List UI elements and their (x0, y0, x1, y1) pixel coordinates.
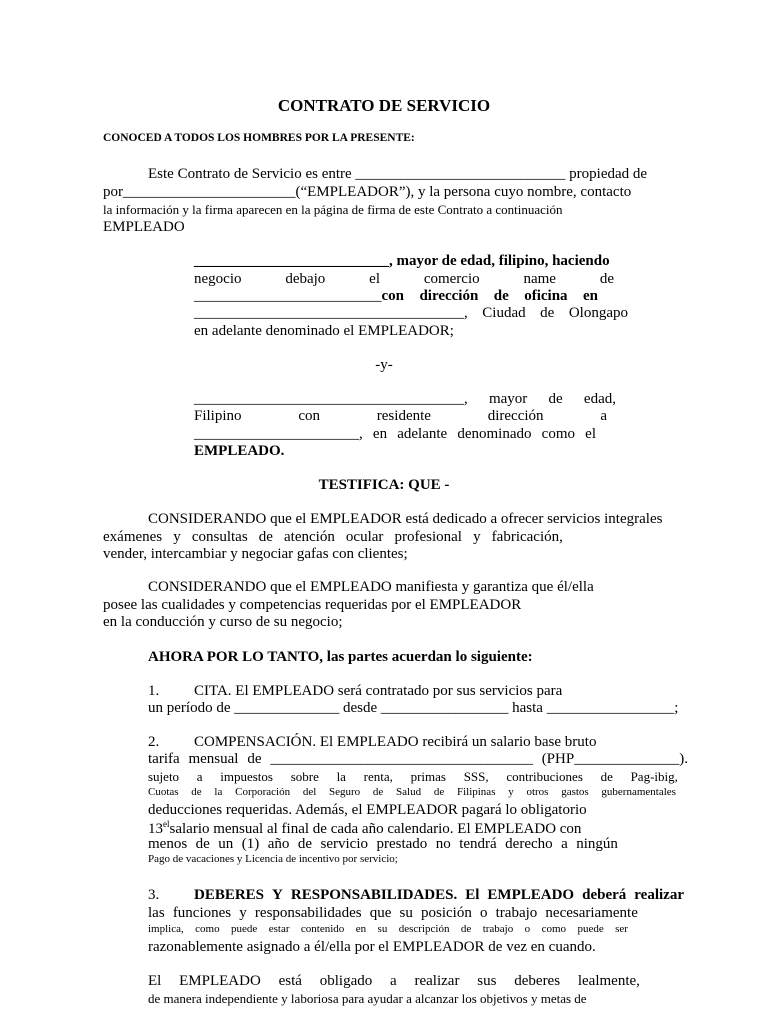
word: con (381, 288, 404, 304)
word: Filipino (194, 408, 242, 424)
word: deberá (582, 887, 627, 903)
word: Ciudad (482, 305, 526, 321)
word: RESPONSABILIDADES. (290, 887, 458, 903)
word: necesariamente (545, 905, 638, 921)
word: como (541, 426, 575, 442)
salutation: CONOCED A TODOS LOS HOMBRES POR LA PRESENTE: (103, 132, 415, 144)
word: Seguro (329, 786, 361, 798)
word: tarifa (148, 751, 180, 767)
word: a (196, 769, 203, 784)
clause-line: COMPENSACIÓN. El EMPLEADO recibirá un salario base bruto (194, 734, 597, 750)
clause-line (148, 770, 678, 783)
word: trabajo (482, 923, 514, 935)
word: de (191, 786, 202, 798)
word: puede (577, 923, 604, 935)
word: contenido (300, 923, 345, 935)
word: tendrá (459, 836, 497, 852)
word: a (561, 836, 568, 852)
word: realizar (634, 887, 684, 903)
document-title: CONTRATO DE SERVICIO (277, 96, 491, 115)
word: dirección (487, 408, 544, 424)
word: y (173, 529, 181, 545)
employer-line (194, 306, 628, 321)
word: su (399, 905, 413, 921)
word: de (548, 391, 563, 407)
word: de (600, 769, 613, 784)
word: la (336, 769, 346, 784)
word: de (599, 271, 614, 287)
word: a (390, 973, 397, 989)
clause-line (148, 752, 688, 767)
word: de (258, 529, 273, 545)
employee-line (194, 427, 596, 442)
word: prestado (376, 836, 428, 852)
word: El (148, 973, 162, 989)
word: de (372, 786, 384, 798)
whereas-line: vender, intercambiar y negociar gafas con clientes; (103, 546, 408, 562)
employee-line (194, 392, 616, 407)
closing-line (148, 974, 640, 989)
word: residente (376, 408, 431, 424)
whereas-line: en la conducción y curso de su negocio; (103, 614, 343, 630)
clause-line: razonablemente asignado a él/ella por el EMPLEADOR de vez en cuando. (148, 939, 596, 955)
word: año (267, 836, 290, 852)
word: de (433, 786, 445, 798)
word: como (195, 923, 220, 935)
word: SSS, (463, 769, 489, 784)
word: Corporación (235, 786, 291, 798)
word: edad, (583, 391, 616, 407)
word: impuestos (220, 769, 273, 784)
word: Y (272, 887, 283, 903)
word: trabajo (495, 905, 538, 921)
word: sujeto (148, 769, 180, 784)
word: ___________________________________ (270, 751, 533, 767)
employer-line (194, 272, 614, 287)
word: negocio (194, 271, 242, 287)
blank-field: __________________________ (194, 253, 389, 269)
word: Cuotas (148, 786, 179, 798)
word: responsabilidades (254, 905, 362, 921)
word: sobre (290, 769, 319, 784)
word: derecho (505, 836, 553, 852)
word: funciones (172, 905, 232, 921)
word: atención (284, 529, 335, 545)
employee-line: EMPLEADO. (194, 443, 285, 459)
word: en (355, 923, 367, 935)
word: comercio (423, 271, 480, 287)
word: ningún (576, 836, 618, 852)
clause-line: deducciones requeridas. Además, el EMPLEADOR pagará lo obligatorio (148, 802, 587, 818)
intro-line: la información y la firma aparecen en la página de firma de este Contrato a continuación (103, 202, 563, 217)
separator: -y- (375, 357, 393, 373)
word: deberes (514, 973, 561, 989)
whereas-line: posee las cualidades y competencias requeridas por el EMPLEADOR (103, 597, 522, 613)
word: como (541, 923, 567, 935)
word: con (298, 408, 320, 424)
word: adelante (397, 426, 448, 442)
whereas-line: CONSIDERANDO que el EMPLEADOR está dedicado a ofrecer servicios integrales (148, 511, 663, 527)
word: no (435, 836, 451, 852)
clause-line: $13^{el}salario$ mensual al final de cada año calendario. El EMPLEADO con (148, 819, 582, 837)
word: a (600, 408, 607, 424)
word: fabricación, (491, 529, 563, 545)
word: su (377, 923, 388, 935)
word: ____________________________________, (194, 305, 468, 321)
word: primas (410, 769, 446, 784)
intro-line: por_______________________(“EMPLEADOR”), y la persona cuyo nombre, contacto (103, 184, 632, 200)
whereas-line (103, 530, 563, 545)
employee-line (194, 409, 607, 424)
employer-line (194, 289, 598, 304)
whereas-line: CONSIDERANDO que el EMPLEADO manifiesta y garantiza que él/ella (148, 579, 594, 595)
word: de (247, 751, 262, 767)
intro-line: EMPLEADO (103, 219, 185, 235)
word: el (585, 426, 596, 442)
word: ____________________________________, (194, 391, 468, 407)
clause-line: CITA. El EMPLEADO será contratado por sus servicios para (194, 683, 563, 699)
clause-line: Pago de vacaciones y Licencia de incentivo por servicio; (148, 853, 398, 865)
closing-line: de manera independiente y laboriosa para ayudar a alcanzar los objetivos y metas de (148, 991, 587, 1006)
word: realizar (414, 973, 460, 989)
word: exámenes (103, 529, 163, 545)
word: descripción (398, 923, 450, 935)
word: consultas (191, 529, 248, 545)
word: la (214, 786, 223, 798)
word: de (297, 836, 313, 852)
clause-line (148, 924, 628, 935)
word: en (582, 288, 598, 304)
word: servicio (320, 836, 368, 852)
word: estar (268, 923, 290, 935)
clause-line (148, 787, 676, 798)
word: EMPLEADO (487, 887, 575, 903)
word: de (540, 305, 555, 321)
word: sus (477, 973, 497, 989)
word: de (493, 288, 509, 304)
clause-line (148, 837, 618, 852)
employer-line: en adelante denominado el EMPLEADOR; (194, 323, 454, 339)
word: posición (421, 905, 472, 921)
word: mayor (488, 391, 528, 407)
word: Pag-ibig, (630, 769, 678, 784)
word: de (460, 923, 472, 935)
word: y (473, 529, 481, 545)
word: mensual (188, 751, 239, 767)
word: Olongapo (568, 305, 628, 321)
word: denominado (457, 426, 532, 442)
word: renta, (363, 769, 393, 784)
word: contribuciones (506, 769, 583, 784)
word: las (148, 905, 165, 921)
word: un (218, 836, 234, 852)
word: puede (231, 923, 258, 935)
word: o (479, 905, 488, 921)
word: ______________________, (194, 426, 363, 442)
word: gubernamentales (601, 786, 676, 798)
witnesseth-heading: TESTIFICA: QUE - (318, 477, 450, 493)
word: otros (526, 786, 549, 798)
word: y (239, 905, 247, 921)
word: está (278, 973, 302, 989)
clause-line (148, 906, 638, 921)
word: Filipinas (456, 786, 496, 798)
clause-line: un período de ______________ desde _________________ hasta _________________; (148, 700, 679, 716)
word: del (302, 786, 317, 798)
word: y (508, 786, 514, 798)
clause-number: 3. (148, 887, 160, 903)
word: dirección (419, 288, 479, 304)
word: name (523, 271, 556, 287)
word: que (369, 905, 392, 921)
word: el (369, 271, 380, 287)
now-therefore-heading: AHORA POR LO TANTO, las partes acuerdan lo siguiente: (148, 649, 533, 665)
word: en (372, 426, 388, 442)
word: gastos (561, 786, 589, 798)
word: obligado (319, 973, 373, 989)
word: profesional (394, 529, 462, 545)
word: o (524, 923, 531, 935)
clause-number: 2. (148, 734, 160, 750)
word: lealmente, (577, 973, 640, 989)
word: DEBERES (194, 887, 265, 903)
word: menos (148, 836, 188, 852)
clause-number: 1. (148, 683, 160, 699)
employer-line: __________________________, mayor de edad, filipino, haciendo (194, 253, 610, 269)
word: (1) (241, 836, 260, 852)
word: ocular (345, 529, 384, 545)
word: El (465, 887, 480, 903)
word: EMPLEADO (179, 973, 261, 989)
clause-line (194, 888, 684, 903)
word: implica, (148, 923, 184, 935)
word: debajo (285, 271, 326, 287)
blank-field: _________________________ (194, 288, 382, 304)
intro-line: Este Contrato de Servicio es entre ____________________________ propiedad de (148, 166, 648, 182)
word: de (195, 836, 210, 852)
word: oficina (524, 288, 568, 304)
word: (PHP______________). (541, 751, 688, 767)
word: ser (615, 923, 628, 935)
word: Salud (396, 786, 422, 798)
